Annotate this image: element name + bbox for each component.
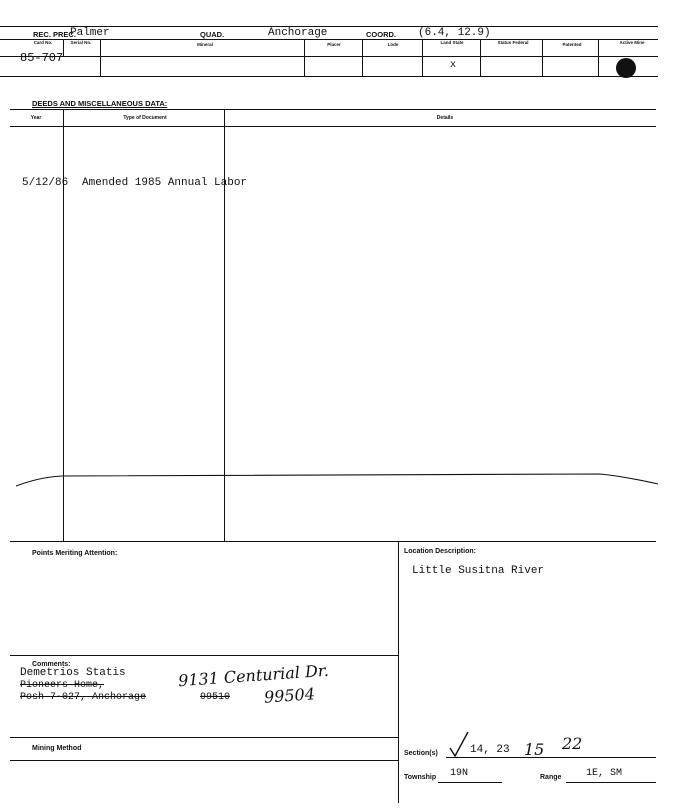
sections-label: Section(s) xyxy=(404,750,438,757)
col-details: Details xyxy=(436,115,454,121)
sections-typed: 14, 23 xyxy=(470,744,510,756)
township-label: Township xyxy=(404,774,437,781)
comment-line2: Pioneers Home, xyxy=(20,680,105,691)
comments-label: Comments: xyxy=(32,661,71,668)
col-type: Type of Document xyxy=(123,115,167,121)
comment-name: Demetrios Statis xyxy=(20,667,126,679)
range-label: Range xyxy=(540,774,562,781)
col-land-state: Land State xyxy=(440,40,464,45)
rec-prec-value: Palmer xyxy=(70,27,110,39)
card-value: 85-707 xyxy=(20,51,64,65)
checkmark-icon xyxy=(448,730,470,758)
old-zip: 99510 xyxy=(200,692,231,703)
deed-entry-text: Amended 1985 Annual Labor xyxy=(82,177,248,189)
col-patented: Patented xyxy=(562,42,582,47)
col-status-federal: Status Federal xyxy=(497,40,529,45)
location-label: Location Description: xyxy=(404,548,476,555)
active-mine-dot xyxy=(616,58,636,78)
quad-label: QUAD. xyxy=(200,30,225,39)
deed-entry-date: 5/12/86 xyxy=(22,177,69,189)
col-placer: Placer xyxy=(327,42,341,47)
coord-value: (6.4, 12.9) xyxy=(418,27,491,39)
col-lode: Lode xyxy=(387,42,399,47)
col-mineral: Mineral xyxy=(197,42,213,47)
handwritten-address: 9131 Centurial Dr. xyxy=(177,660,330,691)
township-value: 19N xyxy=(450,768,469,779)
quad-value: Anchorage xyxy=(268,27,328,39)
comment-line3: Posh 7-027, Anchorage xyxy=(20,692,147,703)
land-state-mark: x xyxy=(450,60,457,71)
col-active-mine: Active Mine xyxy=(619,40,645,45)
deeds-title: DEEDS AND MISCELLANEOUS DATA: xyxy=(32,99,168,108)
handwritten-zip: 99504 xyxy=(263,684,316,707)
fold-line xyxy=(0,468,678,492)
coord-label: COORD. xyxy=(366,30,396,39)
range-value: 1E, SM xyxy=(586,768,623,779)
col-year: Year xyxy=(30,115,42,121)
location-value: Little Susitna River xyxy=(412,565,545,577)
sections-hand-b: 22 xyxy=(562,734,583,753)
rec-prec-label: REC. PREC. xyxy=(33,30,76,39)
col-card-no: Card No. xyxy=(33,40,53,45)
mining-method-label: Mining Method xyxy=(32,745,82,752)
sections-hand-a: 15 xyxy=(524,740,545,759)
points-label: Points Meriting Attention: xyxy=(32,550,118,557)
col-serial-no: Serial No. xyxy=(70,40,92,45)
